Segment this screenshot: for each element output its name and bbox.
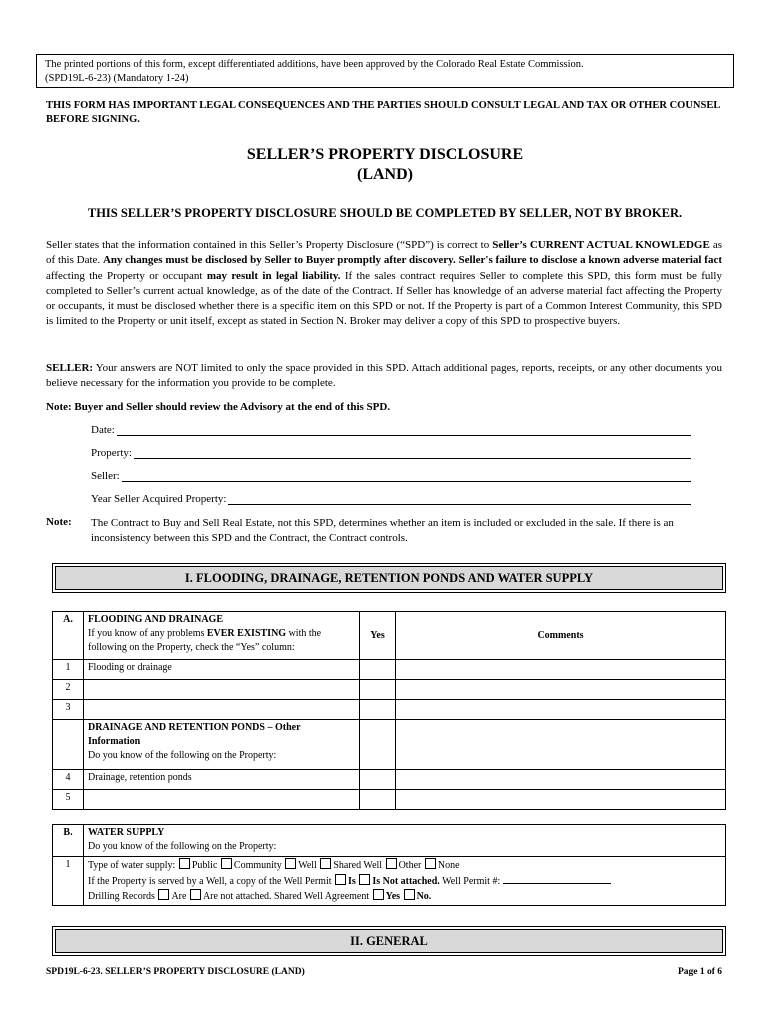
- section-1-header: [52, 563, 726, 593]
- section-a-desc-1: If you know of any problems: [88, 628, 207, 639]
- intro-text-e: affecting the Property or occupant: [46, 269, 207, 282]
- date-label: Date:: [91, 424, 115, 436]
- footer-form-id: SPD19L-6-23. SELLER’S PROPERTY DISCLOSURE (LAND): [46, 967, 305, 977]
- intro-paragraph: [46, 238, 722, 330]
- empty-cell: [53, 720, 84, 770]
- seller-line[interactable]: [122, 470, 691, 482]
- contract-note: The Contract to Buy and Sell Real Estate, not this SPD, determines whether an item is included or excluded in the sale. If there is an inconsistency between this SPD and the Contract, the Contract controls.: [91, 517, 674, 545]
- option-label: Community: [233, 860, 282, 871]
- community-checkbox[interactable]: [221, 858, 232, 869]
- shared-well-agreement-label: Shared Well Agreement: [274, 891, 370, 902]
- year-acquired-label: Year Seller Acquired Property:: [91, 493, 227, 505]
- approval-line-1: The printed portions of this form, except differentiated additions, have been approved by the Colorado Real Estate Commission.: [45, 59, 584, 70]
- section-a-desc-2: with the following on the Property, check the “Yes” column:: [88, 628, 322, 653]
- table-row: [53, 680, 726, 700]
- option-label: Well: [298, 860, 317, 871]
- well-permit-line: [88, 873, 721, 889]
- empty-cell: [396, 720, 726, 770]
- comments-cell[interactable]: [396, 770, 726, 790]
- yes-column-header: Yes: [360, 612, 396, 660]
- row-item[interactable]: [84, 680, 360, 700]
- intro-text-d: Any changes must be disclosed by Seller to Buyer promptly after discovery. Seller's failure to disclose a known adverse material fact: [102, 254, 722, 267]
- section-b-desc: Do you know of the following on the Property:: [88, 841, 277, 852]
- buyer-seller-note: Note: Buyer and Seller should review the Advisory at the end of this SPD.: [46, 401, 391, 413]
- legal-warning: THIS FORM HAS IMPORTANT LEGAL CONSEQUENCES AND THE PARTIES SHOULD CONSULT LEGAL AND TAX OR OTHER COUNSEL BEFORE SIGNING.: [46, 100, 720, 125]
- drainage-heading: [84, 720, 360, 770]
- table-row: [53, 790, 726, 810]
- are-not-attached-checkbox[interactable]: [190, 889, 201, 900]
- well-permit-number-label: Well Permit #:: [442, 876, 501, 887]
- row-number: 5: [53, 790, 84, 810]
- empty-cell: [360, 720, 396, 770]
- other-checkbox[interactable]: [386, 858, 397, 869]
- drainage-heading-row: [53, 720, 726, 770]
- completion-notice: THIS SELLER’S PROPERTY DISCLOSURE SHOULD BE COMPLETED BY SELLER, NOT BY BROKER.: [87, 206, 683, 220]
- section-a-title: FLOODING AND DRAINAGE: [88, 614, 224, 625]
- yes-cell[interactable]: [360, 680, 396, 700]
- section-a-label: A.: [53, 612, 84, 660]
- water-type-label: Type of water supply:: [88, 860, 176, 871]
- intro-text-a: Seller states that the information contained in this Seller’s Property Disclosure (“SPD”) is correct to: [46, 239, 493, 251]
- form-title: SELLER’S PROPERTY DISCLOSURE: [246, 146, 524, 163]
- well-checkbox[interactable]: [285, 858, 296, 869]
- yes-cell[interactable]: [360, 790, 396, 810]
- seller-text: Your answers are NOT limited to only the space provided in this SPD. Attach additional pages, reports, receipts, or any other documents you believe necessary for the information you provide to be complete.: [46, 362, 722, 390]
- row-number: 1: [53, 857, 84, 906]
- agreement-yes-checkbox[interactable]: [373, 889, 384, 900]
- shared-well-checkbox[interactable]: [320, 858, 331, 869]
- water-supply-options: [84, 857, 726, 906]
- agreement-no-checkbox[interactable]: [404, 889, 415, 900]
- no-label: No.: [416, 891, 432, 902]
- is-not-attached-label: Is Not attached.: [372, 876, 440, 887]
- water-row: [53, 857, 726, 906]
- comments-cell[interactable]: [396, 790, 726, 810]
- option-label: Public: [191, 860, 218, 871]
- flooding-table: [52, 611, 726, 810]
- none-checkbox[interactable]: [425, 858, 436, 869]
- seller-field-label: Seller:: [91, 470, 120, 482]
- section-1-title: I. FLOODING, DRAINAGE, RETENTION PONDS AND WATER SUPPLY: [55, 566, 723, 590]
- is-attached-checkbox[interactable]: [335, 874, 346, 885]
- approval-line-2: (SPD19L-6-23) (Mandatory 1-24): [45, 73, 189, 84]
- year-acquired-line[interactable]: [228, 493, 691, 505]
- footer-page-number: Page 1 of 6: [677, 967, 722, 977]
- property-label: Property:: [91, 447, 132, 459]
- intro-text-f: may result in legal liability.: [206, 269, 341, 282]
- row-item: Drainage, retention ponds: [84, 770, 360, 790]
- well-permit-text: If the Property is served by a Well, a copy of the Well Permit: [88, 876, 332, 887]
- row-item[interactable]: [84, 790, 360, 810]
- table-row: [53, 660, 726, 680]
- drilling-records-label: Drilling Records: [88, 891, 155, 902]
- drainage-desc: Do you know of the following on the Property:: [88, 750, 277, 761]
- comments-column-header: Comments: [396, 612, 726, 660]
- table-row: [53, 700, 726, 720]
- date-field[interactable]: [91, 424, 691, 436]
- section-b-title: WATER SUPPLY: [88, 827, 165, 838]
- section-a-desc-bold: EVER EXISTING: [206, 628, 287, 639]
- public-checkbox[interactable]: [179, 858, 190, 869]
- table-row: [53, 770, 726, 790]
- row-item[interactable]: [84, 700, 360, 720]
- seller-field[interactable]: [91, 470, 691, 482]
- property-field[interactable]: [91, 447, 691, 459]
- are-not-attached-label: Are not attached.: [202, 891, 272, 902]
- water-supply-table: [52, 824, 726, 906]
- are-label: Are: [171, 891, 187, 902]
- well-permit-number-line[interactable]: [503, 873, 611, 884]
- note-label: Note:: [46, 516, 72, 528]
- option-label: None: [437, 860, 460, 871]
- intro-text-g: If the sales contract requires Seller to complete this SPD, this form must be fully completed to Seller’s current actual knowledge, as of the date of the Contract. If Seller has knowledge of an adverse material fact affecting the Property or occupants, it must be disclosed whether there is a specific item on this SPD or not. If the Property is part of a Common Interest Community, this SPD is limited to the Property or unit itself, except as stated in Section N. Broker may deliver a copy of this SPD to prospective buyers.: [46, 269, 722, 328]
- yes-cell[interactable]: [360, 700, 396, 720]
- comments-cell[interactable]: [396, 680, 726, 700]
- row-number: 4: [53, 770, 84, 790]
- date-line[interactable]: [117, 424, 691, 436]
- section-2-title: II. GENERAL: [55, 929, 723, 953]
- row-number: 2: [53, 680, 84, 700]
- page-footer: [46, 967, 722, 977]
- approval-box: [36, 54, 734, 88]
- row-number: 3: [53, 700, 84, 720]
- row-number: 1: [53, 660, 84, 680]
- are-attached-checkbox[interactable]: [158, 889, 169, 900]
- water-type-line: [88, 858, 721, 873]
- seller-label: SELLER:: [46, 362, 94, 374]
- year-acquired-field[interactable]: [91, 493, 691, 505]
- is-not-attached-checkbox[interactable]: [359, 874, 370, 885]
- yes-cell[interactable]: [360, 660, 396, 680]
- section-2-header: [52, 926, 726, 956]
- option-label: Other: [398, 860, 422, 871]
- comments-cell[interactable]: [396, 700, 726, 720]
- row-item: Flooding or drainage: [84, 660, 360, 680]
- drainage-title: DRAINAGE AND RETENTION PONDS – Other Information: [88, 722, 301, 747]
- yes-label: Yes: [385, 891, 401, 902]
- section-b-heading: [84, 825, 726, 857]
- seller-instructions: [46, 361, 722, 392]
- drilling-records-line: [88, 889, 721, 904]
- table-header-row: [53, 612, 726, 660]
- comments-cell[interactable]: [396, 660, 726, 680]
- option-label: Shared Well: [333, 860, 383, 871]
- form-subtitle: (LAND): [357, 166, 413, 183]
- property-line[interactable]: [134, 447, 691, 459]
- section-b-label: B.: [53, 825, 84, 857]
- yes-cell[interactable]: [360, 770, 396, 790]
- water-header-row: [53, 825, 726, 857]
- is-label: Is: [348, 876, 356, 887]
- intro-text-c: as of this Date.: [46, 239, 723, 267]
- section-a-heading: [84, 612, 360, 660]
- intro-text-b: Seller’s CURRENT ACTUAL KNOWLEDGE: [492, 239, 710, 251]
